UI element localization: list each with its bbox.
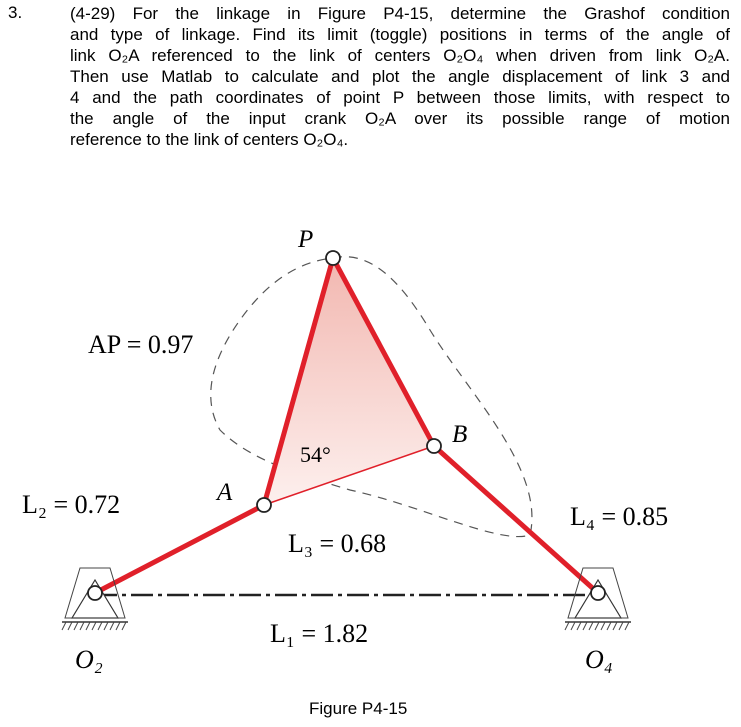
label-ap-length: AP = 0.97 xyxy=(88,330,194,359)
problem-line: 4 and the path coordinates of point P between those limits, with respect to xyxy=(70,88,730,107)
label-o2: O₂ xyxy=(75,645,103,674)
label-point-p: P xyxy=(298,226,314,253)
problem-number: 3. xyxy=(8,3,23,22)
label-l3-length: L₃ = 0.68 xyxy=(288,529,387,558)
problem-line: (4-29) For the linkage in Figure P4-15, determine the Grashof condition xyxy=(70,4,730,23)
coupler-triangle xyxy=(264,258,434,505)
problem-line: the angle of the input crank O₂A over its possible range of motion xyxy=(70,109,730,128)
link-2-crank xyxy=(95,505,264,593)
label-l1-length: L₁ = 1.82 xyxy=(270,619,369,648)
joint-a xyxy=(257,498,271,512)
joint-o2 xyxy=(88,586,102,600)
problem-line: and type of linkage. Find its limit (toggle) positions in terms of the angle of xyxy=(70,25,730,44)
label-angle: 54° xyxy=(300,442,331,467)
label-l4-length: L₄ = 0.85 xyxy=(570,502,669,531)
problem-line: Then use Matlab to calculate and plot the angle displacement of link 3 and xyxy=(70,67,730,86)
joint-p xyxy=(326,251,340,265)
joint-o4 xyxy=(591,586,605,600)
label-o4: O₄ xyxy=(585,645,613,674)
figure-caption: Figure P4-15 xyxy=(309,699,408,718)
label-point-b: B xyxy=(452,421,468,448)
label-point-a: A xyxy=(217,479,233,506)
problem-line: reference to the link of centers O₂O₄. xyxy=(70,130,349,149)
problem-line: link O₂A referenced to the link of centers O₂O₄ when driven from link O₂A. xyxy=(70,46,730,65)
joint-b xyxy=(427,439,441,453)
label-l2-length: L₂ = 0.72 xyxy=(22,490,121,519)
